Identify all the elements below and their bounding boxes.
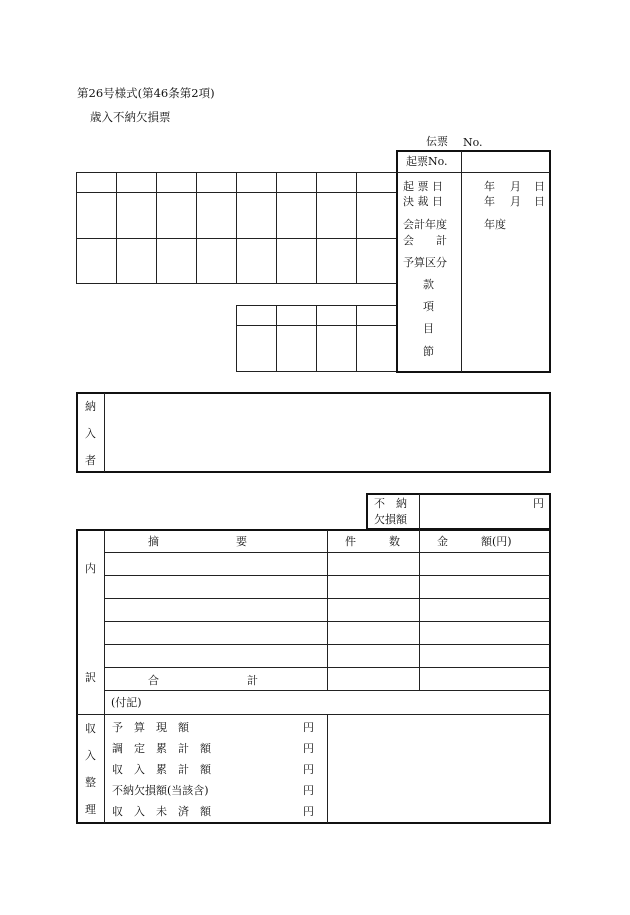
kessai-date-label: 決 裁 日: [403, 195, 443, 208]
breakdown-side-top: 内: [85, 562, 96, 575]
loss-label-line2: 欠損額: [374, 513, 407, 526]
fiscal-year-label: 会計年度: [403, 218, 447, 231]
amount-entry-rows[interactable]: [421, 554, 549, 666]
payer-label-3: 者: [85, 454, 96, 467]
setsu-label: 節: [423, 345, 434, 358]
kihyo-day-unit: 日: [534, 180, 545, 193]
receipt-side-2: 入: [85, 749, 96, 762]
kessai-month-unit: 月: [510, 195, 521, 208]
breakdown-side-bottom: 訳: [85, 671, 96, 684]
fiscal-year-unit: 年度: [484, 218, 506, 231]
kou-label: 項: [423, 300, 434, 313]
receipt-row-unit: 円: [303, 784, 314, 797]
kihyo-date-label: 起 票 日: [403, 180, 443, 193]
col-count-header: 件 数: [345, 535, 400, 548]
page-title: 歳入不納欠損票: [90, 110, 171, 124]
count-entry-rows[interactable]: [329, 554, 418, 666]
loss-unit: 円: [533, 497, 544, 510]
budget-class-label: 予算区分: [403, 256, 447, 269]
kessai-year-unit: 年: [484, 195, 495, 208]
receipt-row-unit: 円: [303, 721, 314, 734]
kihyo-year-unit: 年: [484, 180, 495, 193]
receipt-side-1: 収: [85, 722, 96, 735]
receipt-row-label: 調 定 累 計 額: [112, 742, 211, 755]
note-label: (付記): [111, 696, 142, 709]
payer-field[interactable]: [106, 394, 549, 471]
loss-amount-field[interactable]: [421, 495, 529, 528]
form-number: 第26号様式(第46条第2項): [77, 86, 215, 100]
summary-entry-rows[interactable]: [106, 554, 326, 666]
receipt-row-label: 収 入 未 済 額: [112, 805, 211, 818]
kihyo-no-label: 起票No.: [406, 155, 448, 168]
kan-label: 款: [423, 278, 434, 291]
receipt-row-label: 不納欠損額(当該含): [112, 784, 209, 797]
col-amount-header: 金 額(円): [437, 535, 512, 548]
total-label: 合 計: [148, 674, 258, 687]
slip-no-label: No.: [463, 136, 483, 149]
payer-label-2: 入: [85, 427, 96, 440]
slip-label: 伝票: [426, 135, 448, 148]
kihyo-no-value[interactable]: [462, 152, 549, 171]
moku-label: 目: [423, 322, 434, 335]
approval-stamp-grid: [76, 172, 396, 284]
kessai-day-unit: 日: [534, 195, 545, 208]
receipt-row-label: 収 入 累 計 額: [112, 763, 211, 776]
receipt-row-unit: 円: [303, 763, 314, 776]
payer-label-1: 納: [85, 400, 96, 413]
receipt-side-4: 理: [85, 803, 96, 816]
secondary-stamp-grid: [236, 305, 396, 372]
kihyo-month-unit: 月: [510, 180, 521, 193]
receipt-row-unit: 円: [303, 742, 314, 755]
receipt-row-unit: 円: [303, 805, 314, 818]
receipt-side-3: 整: [85, 776, 96, 789]
receipt-row-label: 予 算 現 額: [112, 721, 189, 734]
account-label: 会 計: [403, 234, 447, 247]
loss-label-line1: 不 納: [374, 497, 407, 510]
col-summary-header: 摘 要: [148, 535, 247, 548]
